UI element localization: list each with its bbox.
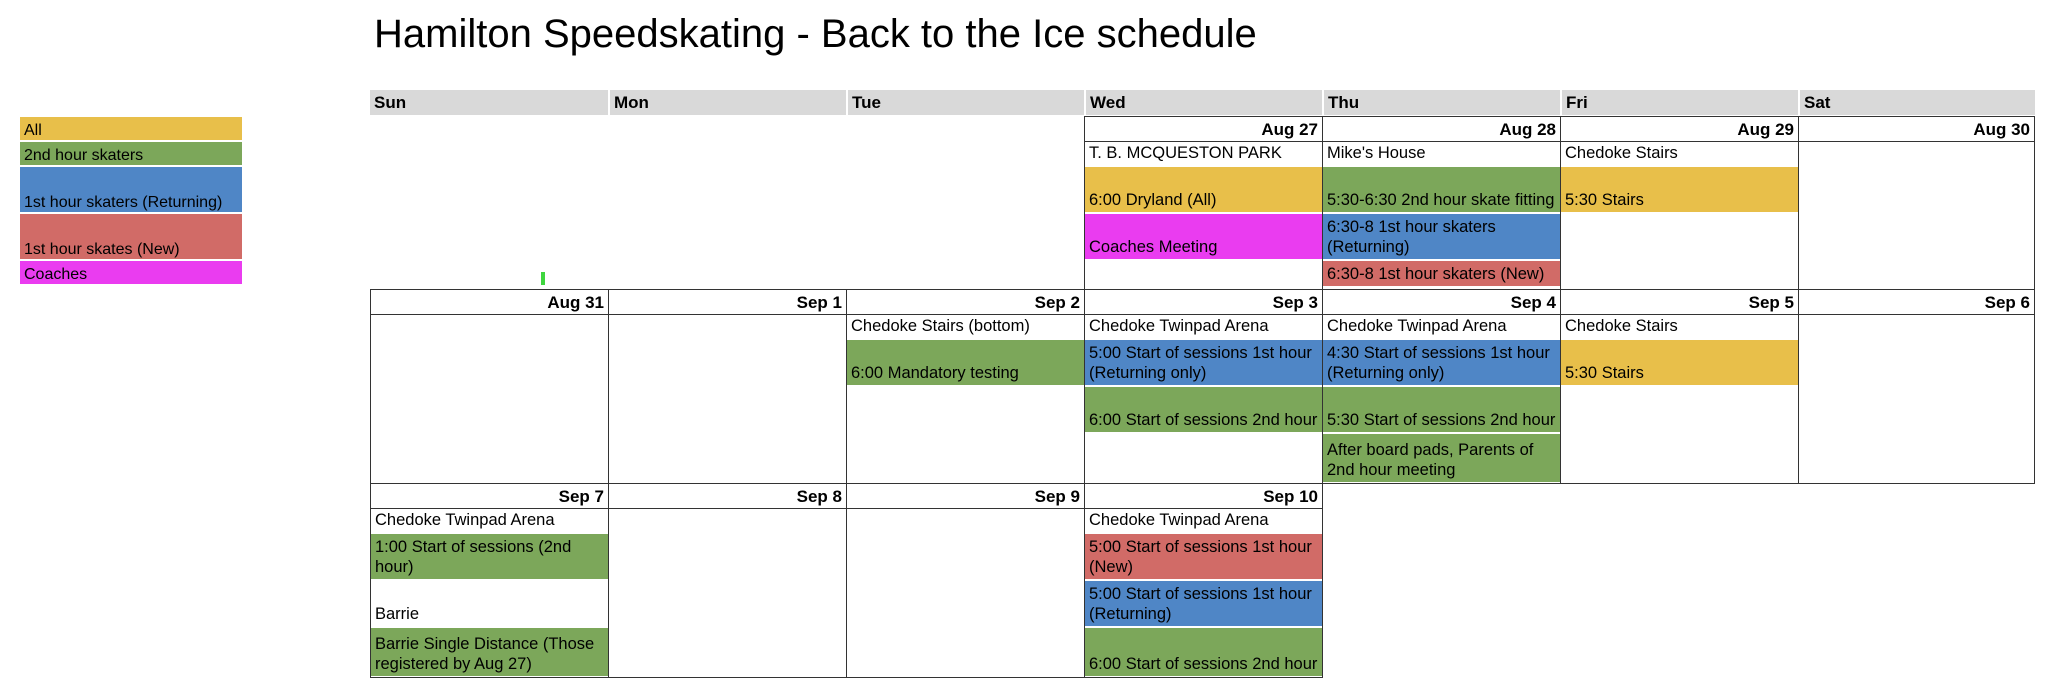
event-all: 5:30 Stairs bbox=[1561, 340, 1798, 387]
week-3 bbox=[370, 483, 1323, 678]
event-location: Mike's House bbox=[1323, 142, 1560, 167]
day-date: Sep 4 bbox=[1323, 290, 1560, 315]
weekday-wed: Wed bbox=[1084, 90, 1322, 115]
day-date: Aug 27 bbox=[1085, 117, 1322, 142]
event-2nd-hour: Barrie Single Distance (Those registered by Aug 27) bbox=[371, 628, 608, 676]
event-2nd-hour: 6:00 Start of sessions 2nd hour bbox=[1085, 628, 1322, 676]
event-location: Chedoke Stairs bbox=[1561, 315, 1798, 340]
legend-2nd-hour: 2nd hour skaters bbox=[20, 142, 242, 167]
day-date: Sep 10 bbox=[1085, 484, 1322, 509]
day-date: Aug 31 bbox=[371, 290, 608, 315]
event-location: Barrie bbox=[371, 581, 608, 628]
day-cell[interactable] bbox=[1322, 116, 1561, 290]
event-location: Chedoke Twinpad Arena bbox=[1085, 315, 1322, 340]
event-location: Chedoke Twinpad Arena bbox=[371, 509, 608, 534]
event-location: Chedoke Twinpad Arena bbox=[1085, 509, 1322, 534]
day-cell[interactable] bbox=[846, 483, 1085, 678]
day-cell[interactable] bbox=[846, 289, 1085, 484]
event-location: T. B. MCQUESTON PARK bbox=[1085, 142, 1322, 167]
event-location: Chedoke Twinpad Arena bbox=[1323, 315, 1560, 340]
event-1st-hour-new: 6:30-8 1st hour skaters (New) bbox=[1323, 261, 1560, 286]
legend-coaches: Coaches bbox=[20, 261, 242, 286]
day-date: Sep 1 bbox=[609, 290, 846, 315]
weekday-mon: Mon bbox=[608, 90, 846, 115]
day-cell[interactable] bbox=[1798, 116, 2035, 290]
day-date: Sep 6 bbox=[1799, 290, 2034, 315]
day-cell[interactable] bbox=[608, 289, 847, 484]
weekday-tue: Tue bbox=[846, 90, 1084, 115]
week-2 bbox=[370, 289, 2035, 484]
event-1st-hour-returning: 6:30-8 1st hour skaters (Returning) bbox=[1323, 214, 1560, 261]
event-2nd-hour: 6:00 Mandatory testing bbox=[847, 340, 1084, 387]
page-title: Hamilton Speedskating - Back to the Ice schedule bbox=[374, 12, 1257, 56]
event-1st-hour-new: 5:00 Start of sessions 1st hour (New) bbox=[1085, 534, 1322, 581]
week-1 bbox=[370, 116, 2035, 290]
event-all: 5:30 Stairs bbox=[1561, 167, 1798, 214]
day-date: Sep 9 bbox=[847, 484, 1084, 509]
legend-1st-hour-returning: 1st hour skaters (Returning) bbox=[20, 167, 242, 214]
event-1st-hour-returning: 5:00 Start of sessions 1st hour (Returning) bbox=[1085, 581, 1322, 628]
legend-all: All bbox=[20, 117, 242, 142]
event-2nd-hour: 5:30-6:30 2nd hour skate fitting bbox=[1323, 167, 1560, 214]
legend bbox=[20, 117, 242, 286]
day-date: Sep 5 bbox=[1561, 290, 1798, 315]
event-1st-hour-returning: 4:30 Start of sessions 1st hour (Returning only) bbox=[1323, 340, 1560, 387]
event-2nd-hour: After board pads, Parents of 2nd hour meeting bbox=[1323, 434, 1560, 482]
day-date: Sep 8 bbox=[609, 484, 846, 509]
day-date: Aug 28 bbox=[1323, 117, 1560, 142]
day-date: Aug 29 bbox=[1561, 117, 1798, 142]
day-cell[interactable] bbox=[1084, 116, 1323, 290]
weekday-sat: Sat bbox=[1798, 90, 2035, 115]
day-cell[interactable] bbox=[1798, 289, 2035, 484]
day-date: Sep 7 bbox=[371, 484, 608, 509]
weekday-sun: Sun bbox=[374, 93, 407, 112]
event-2nd-hour: 6:00 Start of sessions 2nd hour bbox=[1085, 387, 1322, 434]
event-location: Chedoke Stairs (bottom) bbox=[847, 315, 1084, 340]
day-cell[interactable] bbox=[1084, 483, 1323, 678]
day-cell[interactable] bbox=[370, 483, 609, 678]
day-cell[interactable] bbox=[1084, 289, 1323, 484]
day-cell[interactable] bbox=[370, 289, 609, 484]
event-1st-hour-returning: 5:00 Start of sessions 1st hour (Returning only) bbox=[1085, 340, 1322, 387]
day-date: Sep 2 bbox=[847, 290, 1084, 315]
weekday-thu: Thu bbox=[1322, 90, 1560, 115]
event-2nd-hour: 1:00 Start of sessions (2nd hour) bbox=[371, 534, 608, 581]
weekday-header bbox=[370, 90, 2035, 115]
weekday-fri: Fri bbox=[1560, 90, 1798, 115]
event-all: 6:00 Dryland (All) bbox=[1085, 167, 1322, 214]
event-2nd-hour: 5:30 Start of sessions 2nd hour bbox=[1323, 387, 1560, 434]
day-date: Aug 30 bbox=[1799, 117, 2034, 142]
day-date: Sep 3 bbox=[1085, 290, 1322, 315]
event-coaches: Coaches Meeting bbox=[1085, 214, 1322, 261]
day-cell[interactable] bbox=[1560, 116, 1799, 290]
day-cell[interactable] bbox=[1560, 289, 1799, 484]
day-cell[interactable] bbox=[608, 483, 847, 678]
event-location: Chedoke Stairs bbox=[1561, 142, 1798, 167]
day-cell[interactable] bbox=[1322, 289, 1561, 484]
legend-1st-hour-new: 1st hour skates (New) bbox=[20, 214, 242, 261]
